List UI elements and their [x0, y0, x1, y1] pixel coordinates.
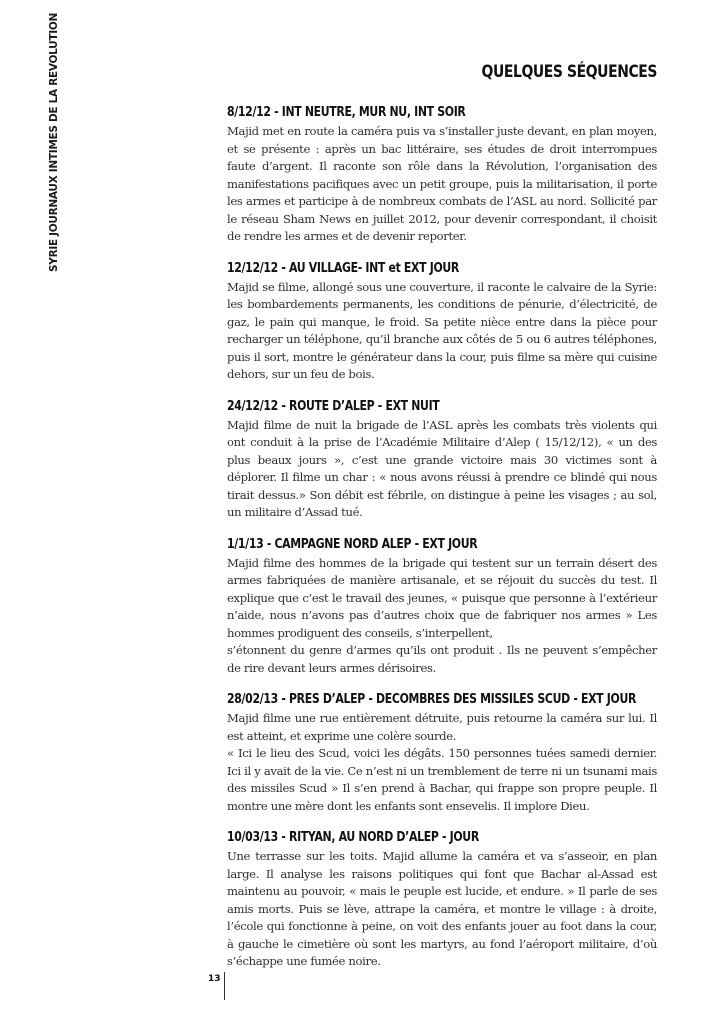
sequence-title: 24/12/12 - ROUTE D’ALEP - EXT NUIT [227, 398, 440, 414]
sequence-description [227, 279, 657, 384]
sequence-item [227, 260, 657, 384]
sequence-list [227, 104, 657, 985]
sequence-title: 1/1/13 - CAMPAGNE NORD ALEP - EXT JOUR [227, 536, 478, 552]
sequence-description [227, 123, 657, 246]
running-header: SYRIE JOURNAUX INTIMES DE LA REVOLUTION [48, 13, 60, 272]
paragraph: « Ici le lieu des Scud, voici les dégâts. 150 personnes tuées samedi dernier. Ici il y avait de la vie. Ce n’est ni un tremblement de terre ni un tsunami mais des missiles Scud » Il s’en prend à Bachar, qui frappe son propre peuple. Il montre une mère dont les enfants sont ensevelis. Il implore Dieu. [227, 746, 657, 813]
footer-divider [224, 972, 225, 1000]
sequence-item [227, 829, 657, 971]
paragraph: Majid met en route la caméra puis va s’installer juste devant, en plan moyen, et se présente : après un bac littéraire, ses études de droit interrompues faute d’argent. Il raconte son rôle dans la Révolution, l’organisation des manifestations pacifiques avec un petit groupe, puis la militarisation, il porte les armes et participe à de nombreux combats de l’ASL au nord. Sollicité par le réseau Sham News en juillet 2012, pour devenir correspondant, il choisit de rendre les armes et de devenir reporter. [227, 124, 657, 243]
paragraph: Majid filme une rue entièrement détruite, puis retourne la caméra sur lui. Il est atteint, et exprime une colère sourde. [227, 711, 657, 743]
sequence-item [227, 104, 657, 246]
paragraph: Majid se filme, allongé sous une couverture, il raconte le calvaire de la Syrie: les bombardements permanents, les conditions de pénurie, d’électricité, de gaz, le pain qui manque, le froid. Sa petite nièce entre dans la pièce pour recharger un téléphone, qu’il branche aux côtés de 5 ou 6 autres téléphones, puis il sort, montre le générateur dans la cour, puis filme sa mère qui cuisine dehors, sur un feu de bois. [227, 279, 657, 381]
sequence-item [227, 536, 657, 678]
sequence-description [227, 417, 657, 522]
sequence-title: 12/12/12 - AU VILLAGE- INT et EXT JOUR [227, 260, 459, 276]
page-title: QUELQUES SÉQUENCES [481, 62, 657, 82]
paragraph: Majid filme des hommes de la brigade qui testent sur un terrain désert des armes fabriquées de manière artisanale, et se réjouit du succès du test. Il explique que c’est le travail des jeunes, « puisque que personne à l’extérieur n’aide, nous n’avons pas d’autres choix que de fabriquer nos armes » Les hommes prodiguent des conseils, s’interpellent, [227, 555, 657, 640]
sequence-title: 28/02/13 - PRES D’ALEP - DECOMBRES DES MISSILES SCUD - EXT JOUR [227, 692, 637, 707]
paragraph: Une terrasse sur les toits. Majid allume la caméra et va s’asseoir, en plan large. Il analyse les raisons politiques qui font que Bachar al-Assad est maintenu au pouvoir, « mais le peuple est lucide, et endure. » Il parle de ses amis morts. Puis se lève, attrape la caméra, et montre le village : à droite, l’école qui fonctionne à peine, on voit des enfants jouer au foot dans la cour, à gauche le cimetière où sont les martyrs, au fond l’aéroport militaire, d’où s’échappe une fumée noire. [227, 849, 657, 968]
sequence-description [227, 710, 657, 815]
sequence-item [227, 398, 657, 522]
page-number: 13 [208, 974, 221, 984]
sequence-item [227, 691, 657, 815]
sequence-title: 8/12/12 - INT NEUTRE, MUR NU, INT SOIR [227, 105, 466, 120]
paragraph: Majid filme de nuit la brigade de l’ASL après les combats très violents qui ont conduit à la prise de l’Académie Militaire d’Alep ( 15/12/12), « un des plus beaux jours », c’est une grande victoire mais 30 victimes sont à déplorer. Il filme un char : « nous avons réussi à prendre ce blindé qui nous tirait dessus.» Son débit est fébrile, on distingue à peine les visages ; au sol, un militaire d’Assad tué. [227, 417, 657, 519]
sequence-description [227, 555, 657, 678]
paragraph: s’étonnent du genre d’armes qu’ils ont produit . Ils ne peuvent s’empêcher de rire devant leurs armes dérisoires. [227, 643, 657, 675]
sequence-description [227, 848, 657, 971]
sequence-title: 10/03/13 - RITYAN, AU NORD D’ALEP - JOUR [227, 830, 479, 845]
